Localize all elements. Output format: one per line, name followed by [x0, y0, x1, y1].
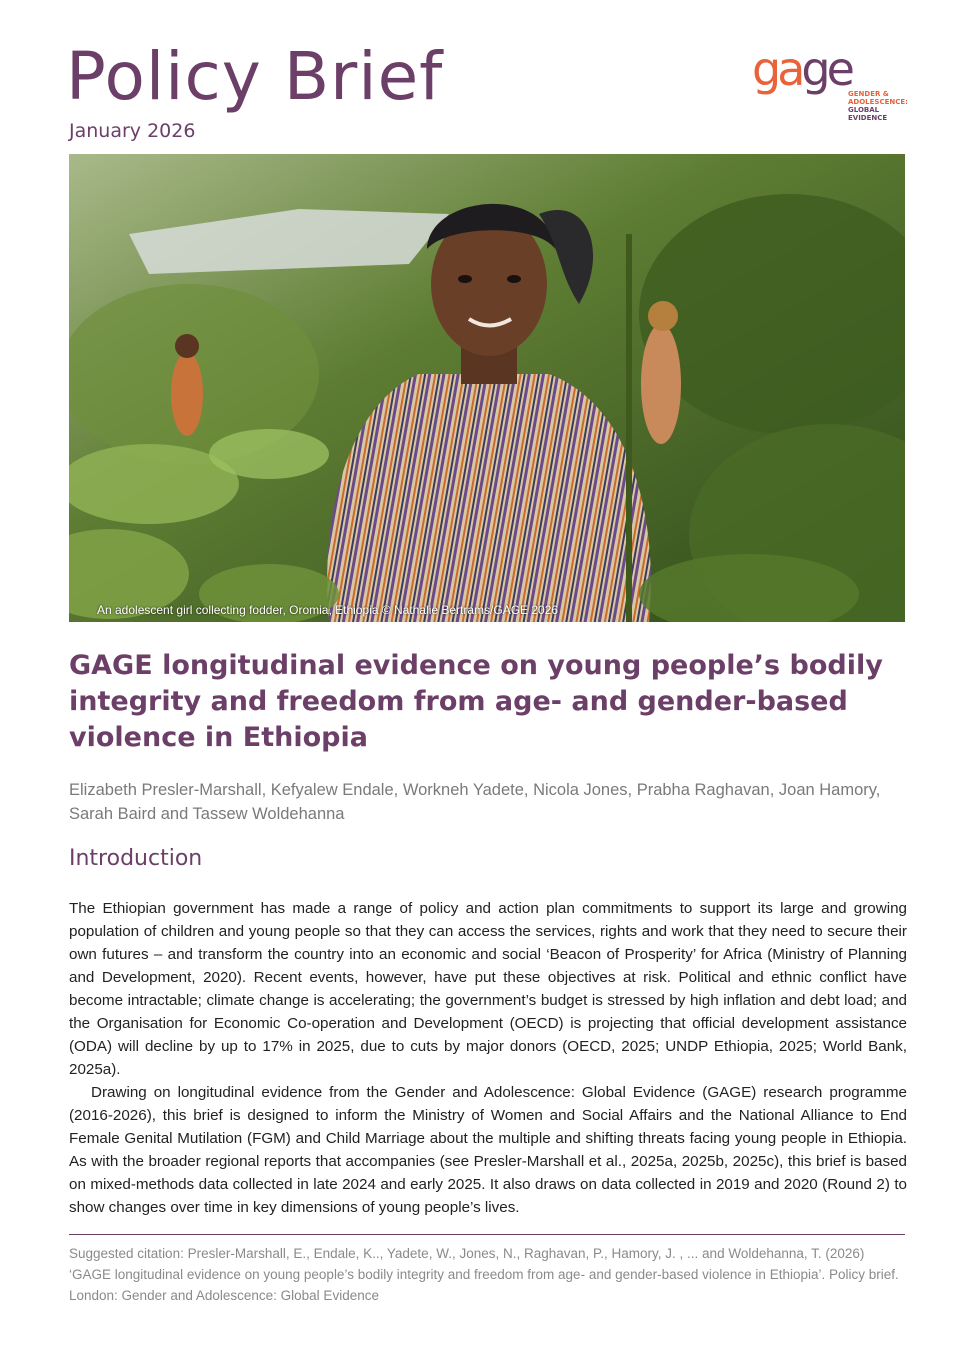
intro-paragraph-2: Drawing on longitudinal evidence from the Gender and Adolescence: Global Evidence (GAGE) research programme (2016-2026), this brief is designed to inform the Ministry of Women and Social Affairs and the National Alliance to End Female Genital Mutilation (FGM) and Child Marriage about the multiple and shifting threats facing young people in Ethiopia. As with the broader regional reports that accompanies (see Presler-Marshall et al., 2025a, 2025b, 2025c), this brief is based on mixed-methods data collected in late 2024 and early 2025. It also draws on data collected in 2019 and 2020 (Round 2) to show changes over time in key dimensions of young people’s lives.	[69, 1084, 907, 1216]
photo-caption: An adolescent girl collecting fodder, Oromia, Ethiopia © Nathalie Bertrams/GAGE 2026	[97, 603, 559, 617]
gage-logo	[752, 42, 912, 124]
cover-photo	[69, 154, 905, 622]
brief-heading: GAGE longitudinal evidence on young people’s bodily integrity and freedom from age- and gender-based violence in Ethiopia	[69, 650, 883, 753]
logo-tagline: GENDER & ADOLESCENCE: GLOBAL EVIDENCE	[848, 90, 908, 122]
intro-paragraph-1: The Ethiopian government has made a range of policy and action plan commitments to support its large and growing population of children and young people so that they can access the services, rights and work that they need to secure their own futures – and transform the country into an economic and social ‘Beacon of Prosperity’ for Africa (Ministry of Planning and Development, 2020). Recent events, however, have put these objectives at risk. Political and ethnic conflict have become intractable; climate change is accelerating; the government’s budget is stressed by high inflation and debt load; and the Organisation for Economic Co-operation and Development (OECD) is projecting that official development assistance (ODA) will decline by up to 17% in 2025, due to cuts by major donors (OECD, 2025; UNDP Ethiopia, 2025; World Bank, 2025a).	[69, 900, 907, 1078]
logo-wordmark: gage	[752, 42, 851, 96]
publication-date: January 2026	[69, 120, 196, 142]
authors-list: Elizabeth Presler-Marshall, Kefyalew Endale, Workneh Yadete, Nicola Jones, Prabha Raghavan, Joan Hamory, Sarah Baird and Tassew Woldehanna	[69, 781, 881, 823]
photo-illustration	[69, 154, 905, 622]
introduction-body	[69, 897, 907, 1219]
suggested-citation: Suggested citation: Presler-Marshall, E., Endale, K.., Yadete, W., Jones, N., Raghavan, P., Hamory, J. , ... and Woldehanna, T. (2026) ‘GAGE longitudinal evidence on young people’s bodily integrity and freedom from age- and gender-based violence in Ethiopia’. Policy brief. London: Gender and Adolescence: Global Evidence	[69, 1246, 899, 1303]
citation-divider	[69, 1234, 905, 1235]
introduction-heading: Introduction	[69, 846, 203, 871]
page-title: Policy Brief	[66, 38, 444, 115]
